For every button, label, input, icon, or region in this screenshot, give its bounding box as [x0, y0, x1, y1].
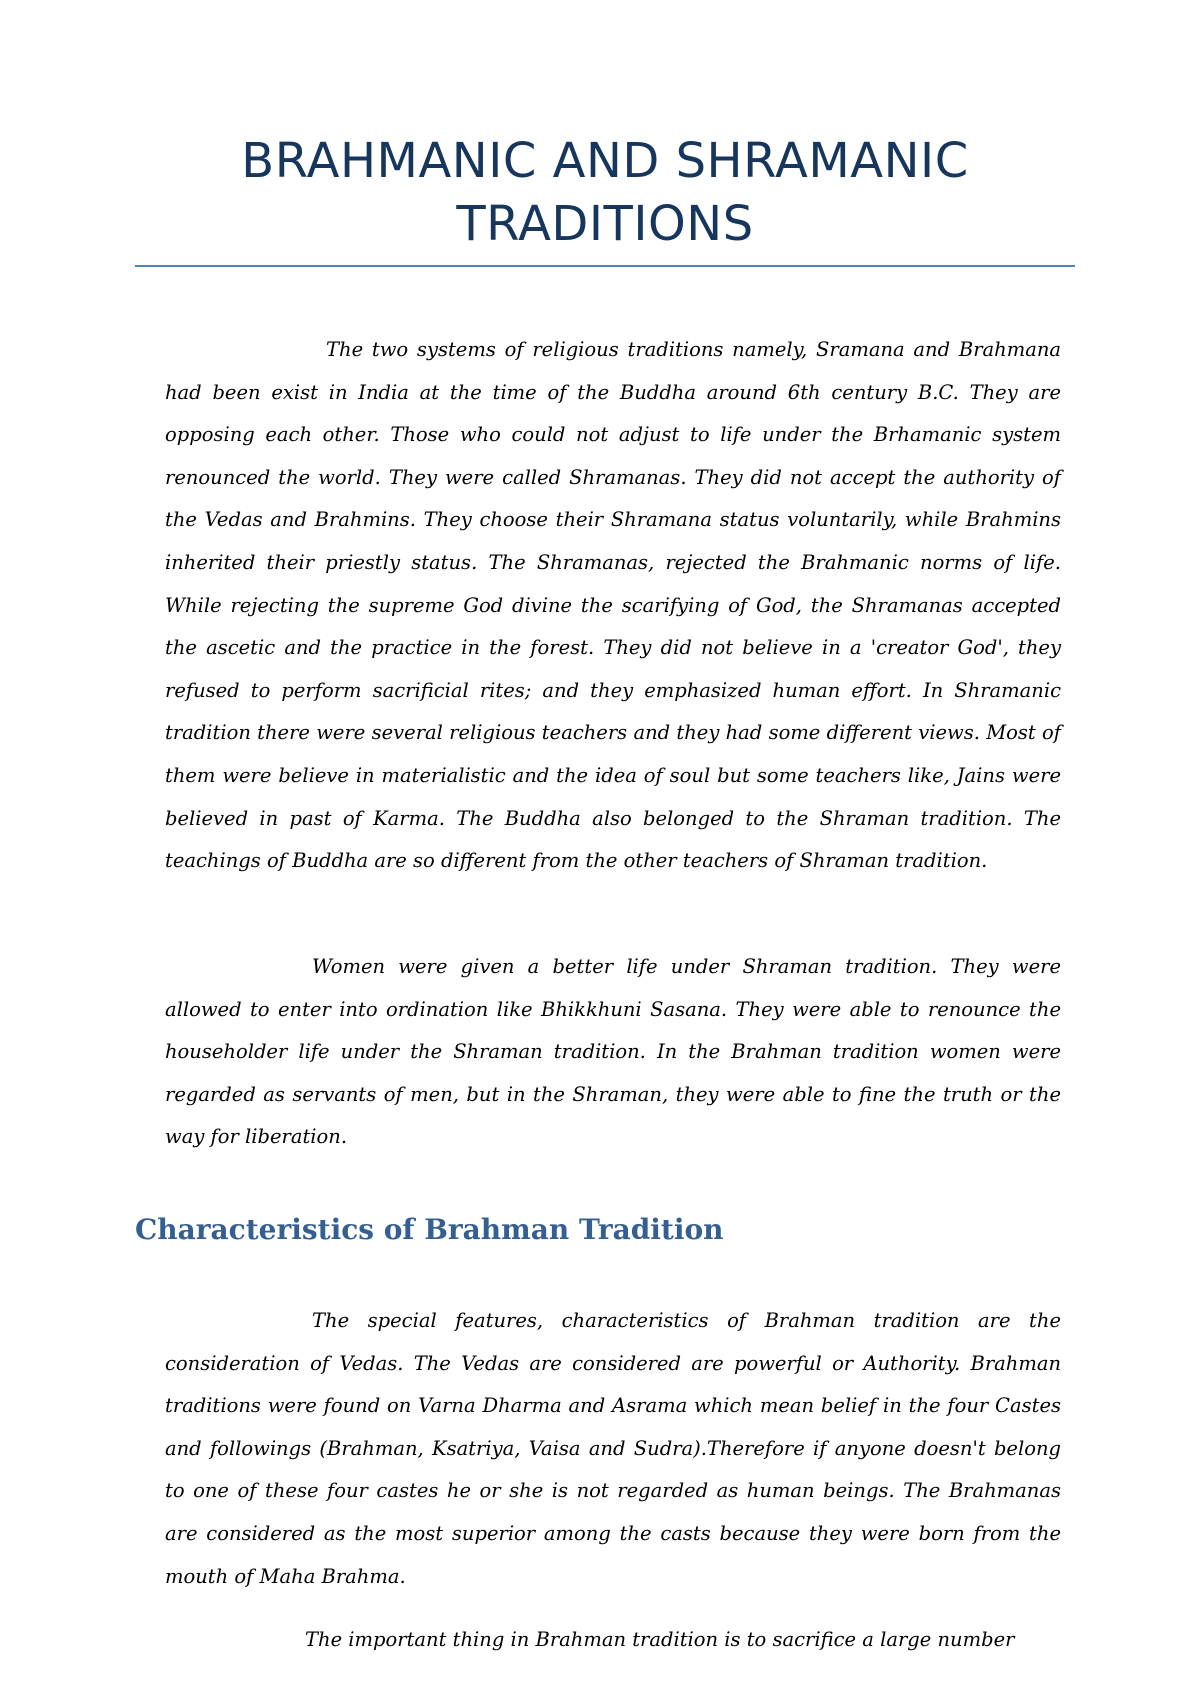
section-heading: Characteristics of Brahman Tradition — [135, 1213, 724, 1246]
document-title: BRAHMANIC AND SHRAMANIC TRADITIONS — [241, 133, 969, 252]
paragraph-intro: The two systems of religious traditions namely, Sramana and Brahmana had been exist in India at the time of the Buddha around 6th century B.C. They are opposing each other. Those who could not adjust to life under the Brhamanic system renounced the world. They were called Shramanas. They did not accept the authority of the Vedas and Brahmins. They choose their Shramana status voluntarily, while Brahmins inherited their priestly status. The Shramanas, rejected the Brahmanic norms of life. While rejecting the supreme God divine the scarifying of God, the Shramanas accepted the ascetic and the practice in the forest. They did not believe in a 'creator God', they refused to perform sacrificial rites; and they emphasized human effort. In Shramanic tradition there were several religious teachers and they had some different views. Most of them were believe in materialistic and the idea of soul but some teachers like, Jains were believed in past of Karma. The Buddha also belonged to the Shraman tradition. The teachings of Buddha are so different from the other teachers of Shraman tradition. — [165, 338, 1061, 873]
title-block — [135, 130, 1075, 256]
paragraph-sacrifice: The important thing in Brahman tradition is to sacrifice a large number — [305, 1628, 1015, 1651]
title-underline — [135, 265, 1075, 267]
paragraph-women: Women were given a better life under Shraman tradition. They were allowed to enter into ordination like Bhikkhuni Sasana. They were able to renounce the householder life under the Shraman tradition. In the Brahman tradition women were regarded as servants of men, but in the Shraman, they were able to fine the truth or the way for liberation. — [165, 955, 1061, 1149]
paragraph-characteristics: The special features, characteristics of Brahman tradition are the consideration of Vedas. The Vedas are considered are powerful or Authority. Brahman traditions were found on Varna Dharma and Asrama which mean belief in the four Castes and followings (Brahman, Ksatriya, Vaisa and Sudra).Therefore if anyone doesn't belong to one of these four castes he or she is not regarded as human beings. The Brahmanas are considered as the most superior among the casts because they were born from the mouth of Maha Brahma. — [165, 1309, 1061, 1588]
